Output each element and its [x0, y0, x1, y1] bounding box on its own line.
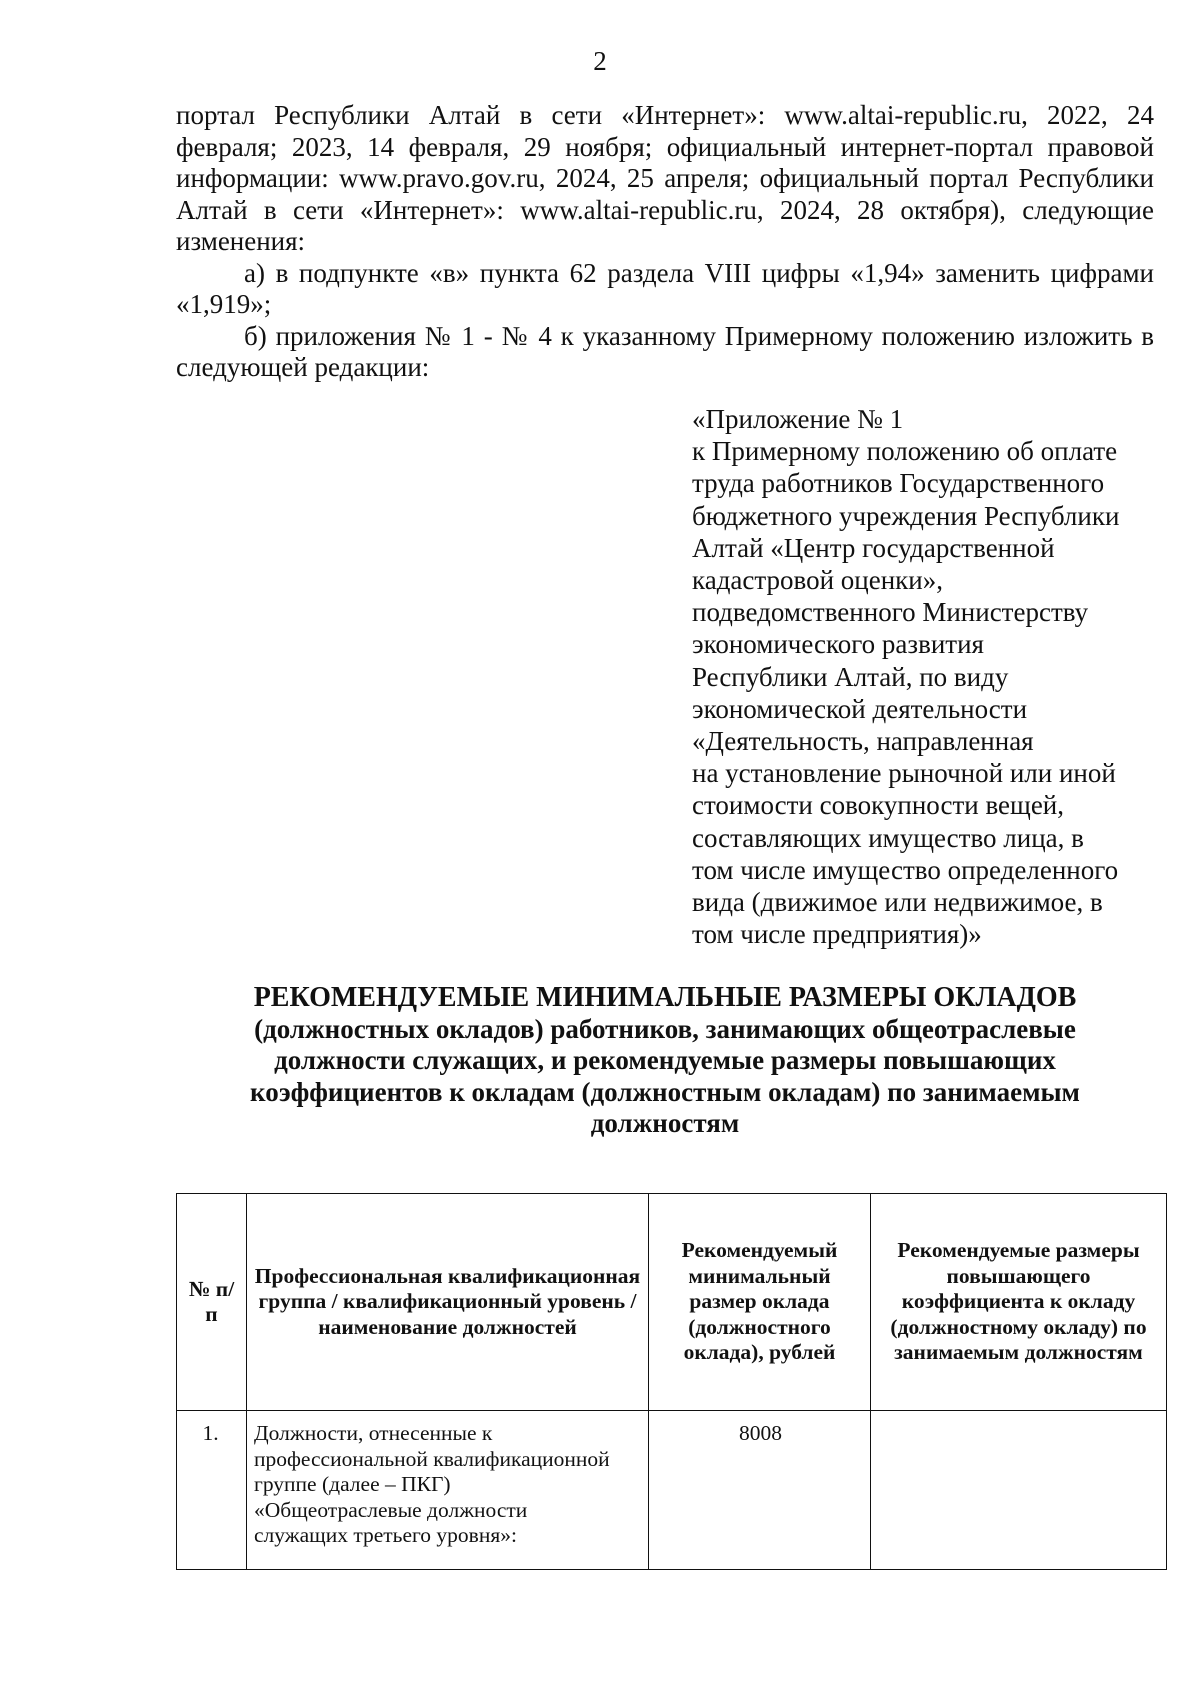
- appendix-line: экономической деятельности: [692, 693, 1028, 724]
- header-number: № п/п: [177, 1194, 247, 1411]
- description-line: «Общеотраслевые должности: [254, 1497, 528, 1522]
- header-coefficient: Рекомендуемые размеры повышающего коэффициента к окладу (должностному окладу) по занимаемым должностям: [871, 1194, 1167, 1411]
- row-number: 1.: [177, 1411, 247, 1570]
- subtitle-line: коэффициентов к окладам (должностным окладам) по занимаемым: [250, 1076, 1080, 1107]
- description-line: группе (далее – ПКГ): [254, 1472, 451, 1496]
- appendix-line: экономического развития: [692, 629, 984, 660]
- header-position-group: Профессиональная квалификационная группа / квалификационный уровень / наименование должностей: [247, 1194, 649, 1411]
- body-text: [176, 100, 1154, 384]
- table-row: [177, 1411, 1167, 1570]
- appendix-line: Алтай «Центр государственной: [692, 532, 1055, 563]
- row-description: [247, 1411, 649, 1570]
- page-number: 2: [593, 46, 607, 76]
- table-header-row: [177, 1194, 1167, 1411]
- row-salary: 8008: [649, 1411, 871, 1570]
- description-line: профессиональной квалификационной: [254, 1446, 610, 1471]
- appendix-line: том числе имущество определенного: [692, 854, 1119, 885]
- document-title: [176, 982, 1154, 1140]
- appendix-line: бюджетного учреждения Республики: [692, 500, 1120, 531]
- appendix-reference: [692, 403, 1162, 950]
- body-paragraph: портал Республики Алтай в сети «Интернет»: www.altai-republic.ru, 2022, 24 февраля; 2023, 14 февраля, 29 ноября; официальный интернет-портал правовой информации: www.pravo.gov.ru, 2024, 25 апреля; официальный портал Республики Алтай в сети «Интернет»: www.altai-republic.ru, 2024, 28 октября), следующие изменения:: [176, 100, 1154, 256]
- salary-table: [176, 1193, 1167, 1570]
- appendix-line: составляющих имущество лица, в: [692, 822, 1084, 853]
- title-line: РЕКОМЕНДУЕМЫЕ МИНИМАЛЬНЫЕ РАЗМЕРЫ ОКЛАДОВ: [253, 982, 1077, 1013]
- appendix-line: том числе предприятия)»: [692, 919, 982, 950]
- appendix-line: кадастровой оценки»,: [692, 565, 943, 596]
- body-paragraph: а) в подпункте «в» пункта 62 раздела VIII цифры «1,94» заменить цифрами «1,919»;: [176, 257, 1154, 319]
- header-min-salary: Рекомендуемый минимальный размер оклада (должностного оклада), рублей: [649, 1194, 871, 1411]
- description-line: Должности, отнесенные к: [254, 1421, 493, 1445]
- appendix-line: подведомственного Министерству: [692, 597, 1089, 628]
- appendix-line: «Деятельность, направленная: [692, 726, 1034, 757]
- body-paragraph: б) приложения № 1 - № 4 к указанному Примерному положению изложить в следующей редакции:: [176, 320, 1154, 382]
- appendix-line: к Примерному положению об оплате: [692, 436, 1118, 467]
- subtitle-line: должности служащих, и рекомендуемые размеры повышающих: [274, 1045, 1056, 1075]
- appendix-line: «Приложение № 1: [692, 404, 904, 434]
- appendix-line: вида (движимое или недвижимое, в: [692, 887, 1103, 918]
- description-line: служащих третьего уровня»:: [254, 1523, 517, 1547]
- subtitle-line: (должностных окладов) работников, занимающих общеотраслевые: [254, 1013, 1076, 1044]
- subtitle-line: должностям: [590, 1108, 740, 1138]
- appendix-line: труда работников Государственного: [692, 468, 1105, 499]
- appendix-line: на установление рыночной или иной: [692, 758, 1116, 789]
- appendix-line: стоимости совокупности вещей,: [692, 790, 1065, 821]
- row-coefficient: [871, 1411, 1167, 1570]
- appendix-line: Республики Алтай, по виду: [692, 661, 1009, 692]
